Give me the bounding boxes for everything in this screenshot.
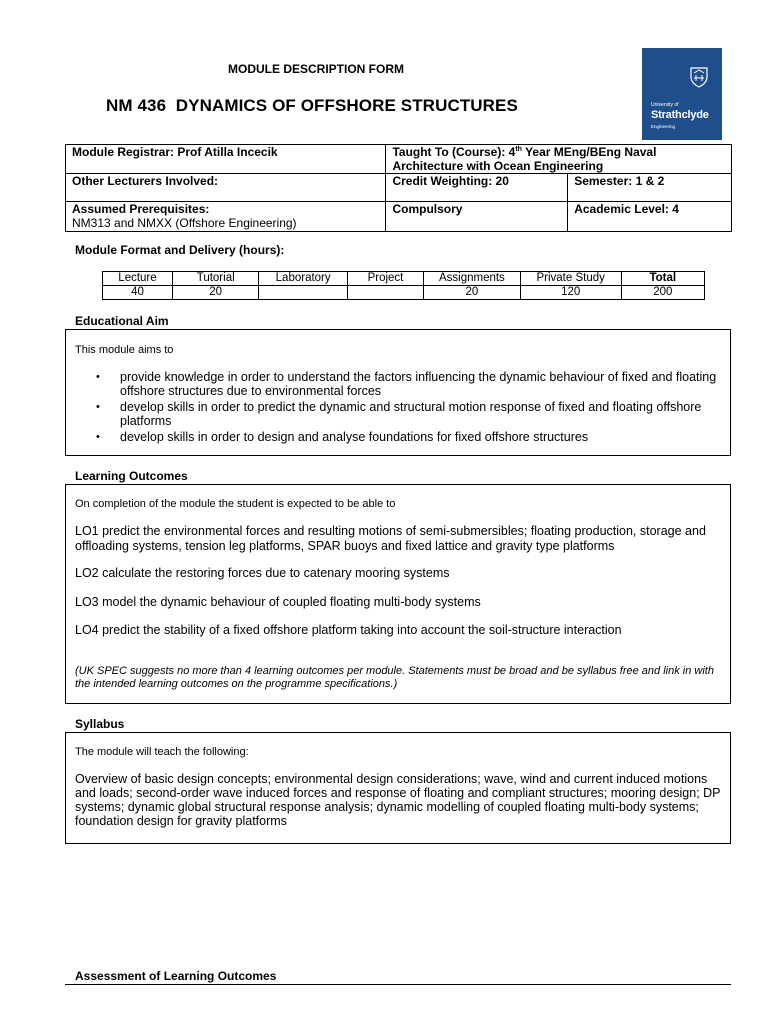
aim-bullet: • develop skills in order to predict the dynamic and structural motion response of fixed and floating offshore platforms: [120, 400, 720, 428]
aim-bullet: • provide knowledge in order to understand the factors influencing the dynamic behaviour of fixed and floating offshore structures due to environmental forces: [120, 370, 720, 398]
hours-value: [259, 286, 347, 300]
registrar-text: Module Registrar: Prof Atilla Incecik: [72, 145, 278, 159]
university-logo: [642, 48, 722, 140]
prereq-label: Assumed Prerequisites:: [72, 202, 210, 216]
semester-text: Semester: 1 & 2: [574, 174, 665, 188]
format-label: Module Format and Delivery (hours):: [75, 243, 285, 257]
hours-table: [102, 271, 705, 300]
academic-level-text: Academic Level: 4: [574, 202, 679, 216]
syllabus-label: Syllabus: [75, 717, 125, 731]
credit-weighting-text: Credit Weighting: 20: [392, 174, 509, 188]
crest-icon: [688, 66, 710, 88]
taught-to-text: Taught To (Course): 4th Year MEng/BEng Naval: [392, 145, 657, 159]
assessment-label: Assessment of Learning Outcomes: [75, 969, 277, 983]
divider: [65, 984, 731, 985]
hours-value: 200: [621, 286, 704, 300]
outcomes-label: Learning Outcomes: [75, 469, 188, 483]
hours-header: Laboratory: [259, 272, 347, 286]
aim-bullet: • develop skills in order to design and analyse foundations for fixed offshore structures: [120, 430, 720, 444]
semester-cell: [568, 174, 732, 202]
hours-header: Total: [621, 272, 704, 286]
hours-value: [347, 286, 423, 300]
hours-header: Private Study: [520, 272, 621, 286]
uk-spec-note: (UK SPEC suggests no more than 4 learning outcomes per module. Statements must be broad and be syllabus free and link in with the intended learning outcomes on the programme specifications.): [75, 665, 714, 690]
logo-line2: Strathclyde: [651, 109, 709, 121]
outcomes-intro: On completion of the module the student is expected to be able to: [75, 498, 396, 510]
hours-value-row: [103, 286, 705, 300]
aim-intro: This module aims to: [75, 344, 174, 356]
hours-value: 20: [172, 286, 258, 300]
prereq-cell: [66, 202, 386, 232]
compulsory-cell: [386, 202, 568, 232]
compulsory-text: Compulsory: [392, 202, 463, 216]
hours-header: Assignments: [424, 272, 521, 286]
hours-header: Tutorial: [172, 272, 258, 286]
outcomes-box: [65, 484, 731, 704]
other-lecturers-text: Other Lecturers Involved:: [72, 174, 219, 188]
hours-header: Project: [347, 272, 423, 286]
logo-line1: University of: [651, 102, 679, 108]
module-title: NM 436 DYNAMICS OF OFFSHORE STRUCTURES: [106, 96, 518, 115]
hours-value: 40: [103, 286, 173, 300]
outcome-lo2: LO2 calculate the restoring forces due to catenary mooring systems: [75, 566, 450, 580]
taught-to-line2: Architecture with Ocean Engineering: [392, 159, 604, 173]
taught-to-cell: [386, 145, 732, 174]
syllabus-box: [65, 732, 731, 844]
outcome-lo3: LO3 model the dynamic behaviour of coupled floating multi-body systems: [75, 595, 481, 609]
outcome-lo4: LO4 predict the stability of a fixed offshore platform taking into account the soil-structure interaction: [75, 623, 622, 637]
logo-line3: Engineering: [651, 124, 676, 129]
credit-weighting-cell: [386, 174, 568, 202]
registrar-cell: [66, 145, 386, 174]
hours-value: 120: [520, 286, 621, 300]
other-lecturers-cell: [66, 174, 386, 202]
aim-list: [120, 370, 720, 446]
module-info-table: [65, 144, 732, 232]
syllabus-body: Overview of basic design concepts; environmental design considerations; wave, wind and current induced motions and loads; second-order wave induced forces and response of floating and compliant structures; mooring design; DP systems; dynamic global structural response analysis; dynamic modelling of coupled floating multi-body systems; foundation design for gravity platforms: [75, 772, 721, 828]
aim-label: Educational Aim: [75, 314, 169, 328]
syllabus-intro: The module will teach the following:: [75, 746, 249, 758]
prereq-value: NM313 and NMXX (Offshore Engineering): [72, 216, 297, 230]
hours-header: Lecture: [103, 272, 173, 286]
hours-value: 20: [424, 286, 521, 300]
academic-level-cell: [568, 202, 732, 232]
outcome-lo1: LO1 predict the environmental forces and resulting motions of semi-submersibles; floating production, storage and offloading systems, tension leg platforms, SPAR buoys and fixed lattice and gravity type platforms: [75, 524, 706, 553]
form-title: MODULE DESCRIPTION FORM: [228, 62, 404, 76]
hours-header-row: [103, 272, 705, 286]
aim-box: [65, 329, 731, 456]
